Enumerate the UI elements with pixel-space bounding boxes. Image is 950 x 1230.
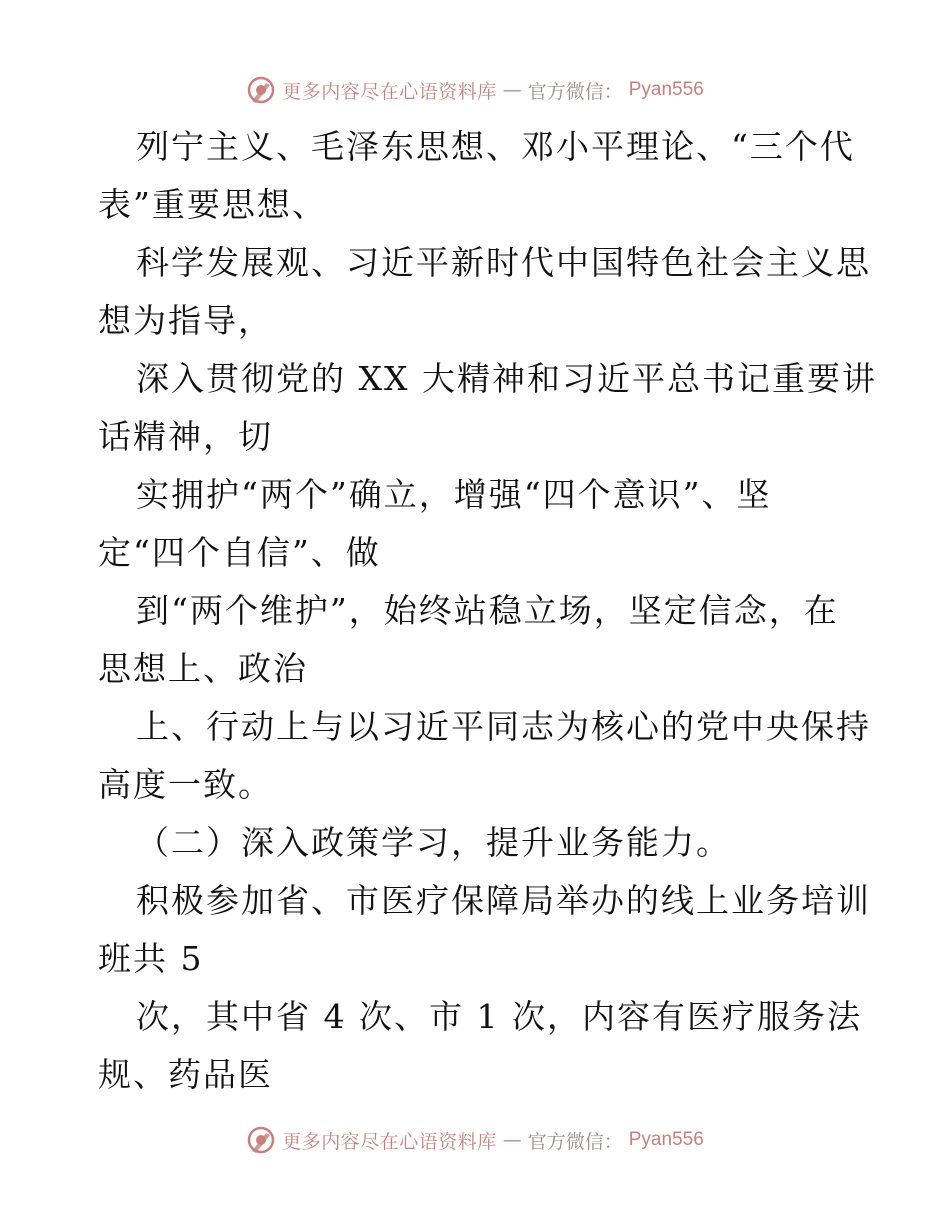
text-line: 列宁主义、毛泽东思想、邓小平理论、“三个代 — [136, 127, 855, 166]
text-line: 深入贯彻党的 XX 大精神和习近平总书记重要讲 — [136, 359, 877, 398]
text-line: 表”重要思想、 — [98, 185, 327, 224]
text-line: 定“四个自信”、做 — [98, 533, 381, 572]
text-line: 思想上、政治 — [98, 649, 308, 688]
watermark-footer — [0, 1120, 950, 1160]
text-line: 上、行动上与以习近平同志为核心的党中央保持 — [136, 707, 871, 746]
text-line: 科学发展观、习近平新时代中国特色社会主义思 — [136, 243, 871, 282]
watermark-official-label: 官方微信： — [527, 80, 623, 103]
text-line: 高度一致。 — [98, 765, 273, 804]
section-heading: （二）深入政策学习，提升业务能力。 — [136, 823, 731, 862]
text-line: 话精神，切 — [98, 417, 273, 456]
watermark-official-label: 官方微信： — [527, 1130, 623, 1153]
text-line: 次，其中省 4 次、市 1 次，内容有医疗服务法 — [136, 997, 862, 1036]
watermark-brand: 更多内容尽在心语资料库 — [282, 80, 497, 103]
watermark-brand: 更多内容尽在心语资料库 — [282, 1130, 497, 1153]
text-line: 班共 5 — [98, 939, 204, 978]
text-line: 积极参加省、市医疗保障局举办的线上业务培训 — [136, 881, 871, 920]
pen-logo-icon — [246, 75, 276, 105]
watermark-wechat-id: Pyan556 — [628, 1129, 704, 1150]
text-line: 想为指导， — [98, 301, 273, 340]
text-line: 到“两个维护”，始终站稳立场，坚定信念，在 — [136, 591, 839, 630]
pen-logo-icon — [246, 1125, 276, 1155]
text-line: 规、药品医 — [98, 1055, 273, 1094]
watermark-separator: — — [502, 79, 522, 101]
watermark-header — [0, 70, 950, 110]
document-body — [98, 118, 877, 1104]
watermark-wechat-id: Pyan556 — [628, 79, 704, 100]
watermark-separator: — — [502, 1129, 522, 1151]
text-line: 实拥护“两个”确立，增强“四个意识”、坚 — [136, 475, 772, 514]
